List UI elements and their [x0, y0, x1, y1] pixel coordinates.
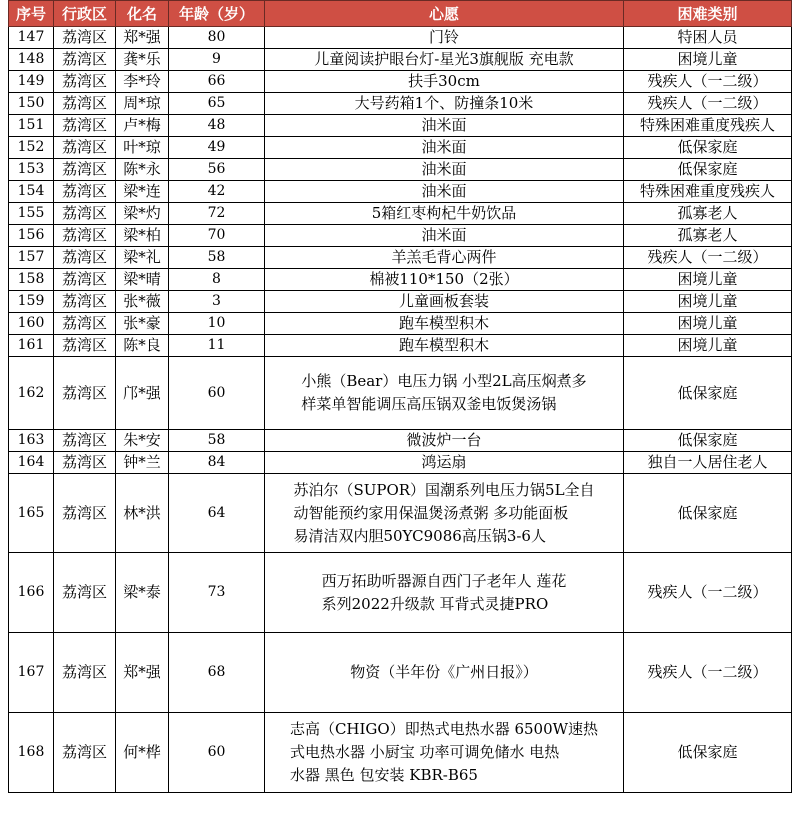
- cell-no: [9, 225, 54, 247]
- cell-category: [624, 713, 792, 793]
- cell-wish: [265, 553, 624, 633]
- header-district: 行政区: [54, 1, 116, 27]
- cell-no-text: 152: [17, 139, 45, 155]
- cell-no-text: 166: [17, 584, 45, 600]
- cell-wish: [265, 27, 624, 49]
- cell-category: [624, 430, 792, 452]
- cell-category-text: 低保家庭: [677, 138, 738, 156]
- cell-age: [169, 313, 265, 335]
- cell-alias-text: 邝*强: [123, 383, 161, 402]
- cell-alias-text: 梁*灼: [123, 204, 161, 222]
- cell-wish-text: 棉被110*150（2张）: [369, 270, 519, 288]
- cell-age: [169, 71, 265, 93]
- cell-no: [9, 159, 54, 181]
- cell-no: [9, 27, 54, 49]
- cell-alias-text: 何*桦: [123, 743, 161, 761]
- table-row: [9, 203, 792, 225]
- cell-district-text: 荔湾区: [61, 50, 107, 68]
- table-row: [9, 225, 792, 247]
- cell-no: [9, 713, 54, 793]
- cell-category-text: 特殊困难重度残疾人: [639, 116, 775, 134]
- table-row: [9, 313, 792, 335]
- table-row: [9, 27, 792, 49]
- cell-wish-text: 扶手30cm: [408, 72, 480, 90]
- cell-alias-text: 梁*连: [123, 182, 161, 200]
- cell-category: [624, 247, 792, 269]
- header-row: [9, 1, 792, 27]
- cell-district-text: 荔湾区: [61, 182, 107, 200]
- cell-category: [624, 27, 792, 49]
- cell-age-text: 84: [207, 454, 226, 470]
- cell-district: [54, 313, 116, 335]
- cell-wish-text: 西万拓助听器源自西门子老年人 莲花 系列2022升级款 耳背式灵捷PRO: [321, 571, 567, 613]
- cell-wish: [265, 357, 624, 430]
- cell-district: [54, 247, 116, 269]
- cell-district: [54, 474, 116, 553]
- cell-category: [624, 225, 792, 247]
- cell-category: [624, 93, 792, 115]
- cell-category: [624, 115, 792, 137]
- cell-wish: [265, 71, 624, 93]
- cell-wish: [265, 313, 624, 335]
- cell-wish-text: 微波炉一台: [406, 431, 482, 449]
- cell-category: [624, 633, 792, 713]
- table-row: [9, 553, 792, 633]
- cell-wish: [265, 430, 624, 452]
- cell-alias: [116, 225, 169, 247]
- cell-wish-text: 油米面: [421, 226, 467, 244]
- cell-alias: [116, 269, 169, 291]
- cell-age: [169, 137, 265, 159]
- cell-alias-text: 梁*晴: [123, 270, 161, 288]
- cell-no: [9, 452, 54, 474]
- cell-alias: [116, 137, 169, 159]
- cell-age-text: 8: [212, 271, 221, 287]
- cell-wish-text: 油米面: [421, 182, 467, 200]
- cell-alias: [116, 159, 169, 181]
- cell-wish-text: 跑车模型积木: [398, 336, 489, 354]
- cell-category: [624, 474, 792, 553]
- cell-category-text: 低保家庭: [677, 503, 738, 522]
- cell-district: [54, 713, 116, 793]
- cell-district-text: 荔湾区: [61, 248, 107, 266]
- cell-district-text: 荔湾区: [61, 503, 107, 522]
- table-row: [9, 452, 792, 474]
- cell-no: [9, 181, 54, 203]
- cell-district: [54, 225, 116, 247]
- cell-category: [624, 335, 792, 357]
- cell-age-text: 66: [207, 73, 226, 89]
- cell-alias-text: 叶*琼: [123, 138, 161, 156]
- cell-alias-text: 郑*强: [123, 663, 161, 681]
- cell-alias: [116, 713, 169, 793]
- cell-district: [54, 452, 116, 474]
- cell-category-text: 困境儿童: [677, 292, 738, 310]
- table-row: [9, 474, 792, 553]
- table-row: [9, 49, 792, 71]
- header-category: 困难类别: [624, 1, 792, 27]
- cell-wish: [265, 269, 624, 291]
- cell-category-text: 残疾人（一二级）: [647, 94, 768, 112]
- cell-age-text: 58: [207, 249, 226, 265]
- cell-age: [169, 247, 265, 269]
- cell-alias-text: 梁*泰: [123, 583, 161, 601]
- cell-no: [9, 137, 54, 159]
- table-row: [9, 430, 792, 452]
- cell-no: [9, 247, 54, 269]
- cell-alias-text: 龚*乐: [123, 50, 161, 68]
- cell-wish: [265, 181, 624, 203]
- cell-wish: [265, 203, 624, 225]
- cell-alias: [116, 49, 169, 71]
- table-row: [9, 269, 792, 291]
- cell-age: [169, 430, 265, 452]
- cell-no: [9, 291, 54, 313]
- cell-category-text: 困境儿童: [677, 314, 738, 332]
- cell-alias-text: 钟*兰: [123, 453, 161, 471]
- cell-no-text: 157: [17, 249, 45, 265]
- cell-category-text: 特殊困难重度残疾人: [639, 182, 775, 200]
- cell-no: [9, 269, 54, 291]
- cell-wish-text: 儿童阅读护眼台灯-星光3旗舰版 充电款: [314, 50, 574, 68]
- cell-wish: [265, 93, 624, 115]
- cell-age: [169, 633, 265, 713]
- cell-age: [169, 203, 265, 225]
- cell-alias: [116, 633, 169, 713]
- cell-alias: [116, 452, 169, 474]
- cell-age-text: 48: [207, 117, 226, 133]
- cell-district-text: 荔湾区: [61, 270, 107, 288]
- cell-age-text: 80: [207, 29, 226, 45]
- cell-no-text: 155: [17, 205, 45, 221]
- cell-district: [54, 49, 116, 71]
- cell-age-text: 60: [207, 744, 226, 760]
- cell-category-text: 低保家庭: [677, 431, 738, 449]
- cell-no-text: 163: [17, 432, 45, 448]
- cell-district: [54, 357, 116, 430]
- cell-age: [169, 553, 265, 633]
- cell-alias: [116, 430, 169, 452]
- cell-age: [169, 452, 265, 474]
- cell-no: [9, 203, 54, 225]
- cell-wish: [265, 291, 624, 313]
- cell-alias: [116, 93, 169, 115]
- cell-wish-text: 物资（半年份《广州日报》）: [350, 663, 538, 681]
- header-no: 序号: [9, 1, 54, 27]
- cell-category-text: 残疾人（一二级）: [647, 248, 768, 266]
- cell-district-text: 荔湾区: [61, 160, 107, 178]
- cell-category: [624, 181, 792, 203]
- cell-no: [9, 313, 54, 335]
- cell-district-text: 荔湾区: [61, 431, 107, 449]
- cell-category-text: 困境儿童: [677, 270, 738, 288]
- table-row: [9, 357, 792, 430]
- cell-wish: [265, 713, 624, 793]
- cell-district-text: 荔湾区: [61, 583, 107, 601]
- cell-district: [54, 93, 116, 115]
- cell-age: [169, 159, 265, 181]
- cell-no-text: 148: [17, 51, 45, 67]
- cell-category: [624, 203, 792, 225]
- cell-alias-text: 朱*安: [123, 431, 161, 449]
- cell-district-text: 荔湾区: [61, 453, 107, 471]
- cell-no-text: 165: [17, 504, 45, 521]
- cell-district: [54, 430, 116, 452]
- table-row: [9, 93, 792, 115]
- cell-wish-text: 儿童画板套装: [398, 292, 489, 310]
- cell-district-text: 荔湾区: [61, 116, 107, 134]
- cell-no: [9, 115, 54, 137]
- cell-age: [169, 49, 265, 71]
- cell-age-text: 42: [207, 183, 226, 199]
- cell-category-text: 低保家庭: [677, 160, 738, 178]
- cell-district: [54, 137, 116, 159]
- cell-no-text: 147: [17, 29, 45, 45]
- cell-category: [624, 159, 792, 181]
- header-wish: 心愿: [265, 1, 624, 27]
- cell-alias: [116, 27, 169, 49]
- cell-age-text: 68: [207, 664, 226, 680]
- cell-age: [169, 181, 265, 203]
- cell-age-text: 3: [212, 293, 221, 309]
- cell-district: [54, 291, 116, 313]
- cell-district: [54, 71, 116, 93]
- cell-age-text: 72: [207, 205, 226, 221]
- cell-district-text: 荔湾区: [61, 94, 107, 112]
- cell-category-text: 孤寡老人: [677, 204, 738, 222]
- cell-age-text: 60: [207, 384, 226, 401]
- cell-wish-text: 鸿运扇: [421, 453, 467, 471]
- cell-category-text: 低保家庭: [677, 743, 738, 761]
- cell-category-text: 残疾人（一二级）: [647, 72, 768, 90]
- cell-no: [9, 633, 54, 713]
- cell-district-text: 荔湾区: [61, 336, 107, 354]
- cell-no: [9, 49, 54, 71]
- cell-alias: [116, 71, 169, 93]
- cell-no: [9, 553, 54, 633]
- cell-wish-text: 油米面: [421, 116, 467, 134]
- cell-district: [54, 633, 116, 713]
- cell-no: [9, 357, 54, 430]
- cell-district: [54, 335, 116, 357]
- table-row: [9, 159, 792, 181]
- cell-wish-text: 小熊（Bear）电压力锅 小型2L高压焖煮多 样菜单智能调压高压锅双釜电饭煲汤锅: [301, 372, 587, 413]
- cell-district-text: 荔湾区: [61, 292, 107, 310]
- table-row: [9, 181, 792, 203]
- table-row: [9, 291, 792, 313]
- cell-district: [54, 27, 116, 49]
- cell-no-text: 158: [17, 271, 45, 287]
- cell-category-text: 困境儿童: [677, 50, 738, 68]
- cell-no: [9, 71, 54, 93]
- cell-wish-text: 油米面: [421, 138, 467, 156]
- cell-category: [624, 137, 792, 159]
- cell-wish-text: 志高（CHIGO）即热式电热水器 6500W速热 式电热水器 小厨宝 功率可调免储水 电热 水器 黑色 包安装 KBR-B65: [289, 720, 599, 784]
- cell-category: [624, 313, 792, 335]
- cell-no: [9, 93, 54, 115]
- table-row: [9, 633, 792, 713]
- cell-alias-text: 卢*梅: [123, 116, 161, 134]
- cell-category: [624, 452, 792, 474]
- cell-age: [169, 27, 265, 49]
- cell-category-text: 残疾人（一二级）: [647, 663, 768, 681]
- cell-district: [54, 115, 116, 137]
- cell-age-text: 58: [207, 432, 226, 448]
- cell-district-text: 荔湾区: [61, 28, 107, 46]
- cell-no-text: 160: [17, 315, 45, 331]
- cell-district: [54, 203, 116, 225]
- cell-district: [54, 181, 116, 203]
- cell-no-text: 161: [17, 337, 45, 353]
- cell-wish: [265, 474, 624, 553]
- cell-district-text: 荔湾区: [61, 72, 107, 90]
- cell-age-text: 73: [207, 584, 226, 600]
- cell-no-text: 149: [17, 73, 45, 89]
- cell-alias: [116, 313, 169, 335]
- cell-wish-text: 大号药箱1个、防撞条10米: [354, 94, 534, 112]
- cell-no-text: 151: [17, 117, 45, 133]
- cell-alias: [116, 203, 169, 225]
- cell-alias-text: 张*薇: [123, 292, 161, 310]
- cell-no: [9, 430, 54, 452]
- cell-alias-text: 梁*柏: [123, 226, 161, 244]
- cell-district: [54, 553, 116, 633]
- cell-wish: [265, 633, 624, 713]
- cell-district-text: 荔湾区: [61, 314, 107, 332]
- cell-no-text: 159: [17, 293, 45, 309]
- cell-age: [169, 713, 265, 793]
- cell-alias: [116, 357, 169, 430]
- cell-category-text: 孤寡老人: [677, 226, 738, 244]
- cell-category: [624, 269, 792, 291]
- cell-age: [169, 291, 265, 313]
- cell-age: [169, 225, 265, 247]
- table-row: [9, 247, 792, 269]
- cell-wish-text: 门铃: [428, 28, 459, 46]
- cell-no-text: 154: [17, 183, 45, 199]
- cell-category-text: 残疾人（一二级）: [647, 583, 768, 601]
- cell-no: [9, 474, 54, 553]
- cell-alias-text: 林*洪: [123, 503, 161, 522]
- cell-wish: [265, 225, 624, 247]
- cell-no-text: 150: [17, 95, 45, 111]
- cell-alias: [116, 335, 169, 357]
- table-row: [9, 115, 792, 137]
- cell-alias-text: 张*豪: [123, 314, 161, 332]
- cell-wish: [265, 115, 624, 137]
- cell-category: [624, 553, 792, 633]
- cell-age-text: 64: [207, 504, 226, 521]
- table-row: [9, 713, 792, 793]
- cell-wish-text: 跑车模型积木: [398, 314, 489, 332]
- cell-no-text: 167: [17, 664, 45, 680]
- cell-category: [624, 49, 792, 71]
- table-row: [9, 71, 792, 93]
- cell-age: [169, 115, 265, 137]
- cell-alias: [116, 553, 169, 633]
- cell-alias-text: 陈*良: [123, 336, 161, 354]
- cell-category: [624, 71, 792, 93]
- cell-district-text: 荔湾区: [61, 743, 107, 761]
- cell-age-text: 9: [212, 51, 221, 67]
- cell-wish: [265, 247, 624, 269]
- cell-category-text: 困境儿童: [677, 336, 738, 354]
- cell-category-text: 独自一人居住老人: [647, 453, 768, 471]
- table-row: [9, 137, 792, 159]
- cell-age: [169, 93, 265, 115]
- cell-age: [169, 474, 265, 553]
- cell-wish: [265, 452, 624, 474]
- cell-no-text: 153: [17, 161, 45, 177]
- cell-wish: [265, 137, 624, 159]
- cell-category-text: 低保家庭: [677, 383, 738, 402]
- cell-wish-text: 羊羔毛背心两件: [391, 248, 497, 266]
- cell-age: [169, 335, 265, 357]
- cell-age-text: 70: [207, 227, 226, 243]
- cell-category: [624, 357, 792, 430]
- cell-alias-text: 陈*永: [123, 160, 161, 178]
- cell-wish: [265, 335, 624, 357]
- table-body: [9, 27, 792, 793]
- cell-alias: [116, 247, 169, 269]
- cell-wish-text: 苏泊尔（SUPOR）国潮系列电压力锅5L全自 动智能预约家用保温煲汤煮粥 多功能面板 易清洁双内胆50YC9086高压锅3-6人: [293, 480, 595, 545]
- cell-no-text: 162: [17, 384, 45, 401]
- cell-age: [169, 357, 265, 430]
- cell-category-text: 特困人员: [677, 28, 738, 46]
- cell-alias-text: 周*琼: [123, 94, 161, 112]
- cell-no: [9, 335, 54, 357]
- cell-no-text: 164: [17, 454, 45, 470]
- cell-age-text: 56: [207, 161, 226, 177]
- cell-no-text: 156: [17, 227, 45, 243]
- cell-age-text: 10: [207, 315, 226, 331]
- wish-list-table: [8, 0, 792, 793]
- cell-district: [54, 159, 116, 181]
- cell-district-text: 荔湾区: [61, 383, 107, 402]
- cell-wish-text: 油米面: [421, 160, 467, 178]
- cell-no-text: 168: [17, 744, 45, 760]
- cell-district-text: 荔湾区: [61, 138, 107, 156]
- cell-alias-text: 李*玲: [123, 72, 161, 90]
- cell-age-text: 11: [207, 337, 226, 353]
- cell-wish-text: 5箱红枣枸杞牛奶饮品: [371, 204, 517, 222]
- cell-wish: [265, 49, 624, 71]
- cell-district: [54, 269, 116, 291]
- cell-district-text: 荔湾区: [61, 204, 107, 222]
- cell-alias: [116, 115, 169, 137]
- header-age: 年龄（岁）: [169, 1, 265, 27]
- cell-district-text: 荔湾区: [61, 663, 107, 681]
- cell-alias: [116, 181, 169, 203]
- cell-age: [169, 269, 265, 291]
- table-row: [9, 335, 792, 357]
- cell-wish: [265, 159, 624, 181]
- cell-age-text: 49: [207, 139, 226, 155]
- cell-alias-text: 梁*礼: [123, 248, 161, 266]
- cell-alias-text: 郑*强: [123, 28, 161, 46]
- cell-alias: [116, 474, 169, 553]
- cell-category: [624, 291, 792, 313]
- cell-alias: [116, 291, 169, 313]
- cell-district-text: 荔湾区: [61, 226, 107, 244]
- header-alias: 化名: [116, 1, 169, 27]
- cell-age-text: 65: [207, 95, 226, 111]
